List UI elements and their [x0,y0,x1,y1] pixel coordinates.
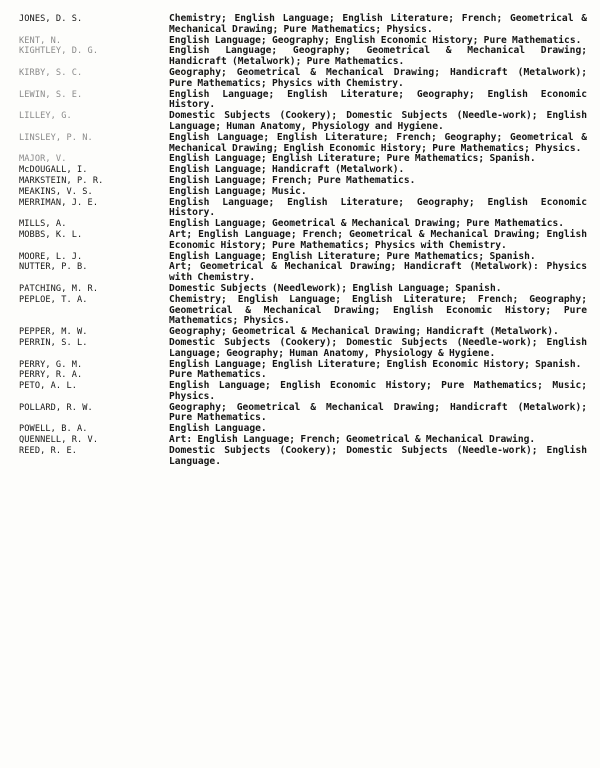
candidate-name: LILLEY, G. [19,111,72,122]
subject-list: English Language; French; Pure Mathematics. [169,174,416,186]
candidate-name: KENT, N. [19,35,62,46]
candidate-name: MARKSTEIN, P. R. [19,175,104,186]
candidate-name: MOORE, L. J. [19,251,83,262]
candidate-name: MILLS, A. [19,219,67,230]
subject-list: English Language; English Literature; Geography; English Economic History. [169,88,587,111]
subject-list: English Language; Geography; English Economic History; Pure Mathematics. [169,34,582,46]
candidate-name: PETO, A. L. [19,381,78,392]
subject-list: Domestic Subjects (Needlework); English Language; Spanish. [169,282,502,294]
list-item [19,46,587,68]
list-item [19,360,587,371]
subject-list: Geography; Geometrical & Mechanical Drawing; Handicraft (Metalwork); Pure Mathematics. [169,401,587,424]
list-item [19,446,587,468]
candidate-name: PEPLOE, T. A. [19,294,88,305]
subject-list: English Language; English Literature; Pure Mathematics; Spanish. [169,250,536,262]
subject-list: English Language; Handicraft (Metalwork). [169,164,405,176]
candidate-name: MEAKINS, V. S. [19,186,93,197]
subject-list: English Language; Music. [169,185,307,197]
subject-list: Domestic Subjects (Cookery); Domestic Subjects (Needle-work); English Language. [169,444,587,467]
list-item [19,262,587,284]
subject-list: Pure Mathematics. [169,369,267,381]
candidate-name: MOBBS, K. L. [19,229,83,240]
list-item [19,133,587,155]
candidate-name: POWELL, B. A. [19,424,88,435]
candidate-name: POLLARD, R. W. [19,402,93,413]
subject-list: English Language; English Economic History; Pure Mathematics; Music; Physics. [169,380,587,402]
candidate-name: MAJOR, V. [19,154,67,165]
candidate-name: PERRIN, S. L. [19,337,88,348]
list-item [19,14,587,36]
subject-list: Chemistry; English Language; English Literature; French; Geography; Geometrical & Mechanical Drawing; English Economic History; Pure Mathematics; Physics. [169,293,587,327]
candidate-name: QUENNELL, R. V. [19,435,99,446]
list-item [19,338,587,360]
candidate-name: LINSLEY, P. N. [19,132,93,143]
subject-list: Domestic Subjects (Cookery); Domestic Subjects (Needle-work); English Language; Human Anatomy, Physiology and Hygiene. [169,110,587,132]
candidate-name: NUTTER, P. B. [19,262,88,273]
subject-list: Art: English Language; French; Geometrical & Mechanical Drawing. [169,434,536,446]
subject-list: Chemistry; English Language; English Literature; French; Geometrical & Mechanical Drawing; Pure Mathematics; Physics. [169,13,587,35]
subject-list: English Language. [169,423,267,435]
subject-list: Domestic Subjects (Cookery); Domestic Subjects (Needle-work); English Language; Geography; Human Anatomy, Physiology & Hygiene. [169,336,587,359]
list-item [19,295,587,327]
subject-list: English Language; Geography; Geometrical & Mechanical Drawing; Handicraft (Metalwork); Pure Mathematics. [169,45,587,68]
candidate-name: PATCHING, M. R. [19,283,99,294]
candidate-name: JONES, D. S. [19,14,83,24]
candidate-list [19,14,587,467]
list-item [19,230,587,252]
subject-list: English Language; Geometrical & Mechanical Drawing; Pure Mathematics. [169,218,565,230]
subject-list: English Language; English Literature; Pure Mathematics; Spanish. [169,153,536,165]
subject-list: Geography; Geometrical & Mechanical Drawing; Handicraft (Metalwork). [169,326,559,338]
list-item [19,68,587,90]
list-item [19,381,587,403]
candidate-name: REED, R. E. [19,445,78,456]
subject-list: Art; Geometrical & Mechanical Drawing; Handicraft (Metalwork): Physics with Chemistry. [169,261,587,284]
list-item [19,111,587,133]
candidate-name: LEWIN, S. E. [19,89,83,100]
subject-list: English Language; English Literature; English Economic History; Spanish. [169,358,582,370]
candidate-name: PERRY, R. A. [19,370,83,381]
subject-list: English Language; English Literature; French; Geography; Geometrical & Mechanical Drawing; English Economic History; Pure Mathematics; Physics. [169,131,587,154]
list-item [19,198,587,220]
candidate-name: MERRIMAN, J. E. [19,197,99,208]
list-item [19,403,587,425]
candidate-name: PERRY, G. M. [19,359,83,370]
candidate-name: McDOUGALL, I. [19,165,88,176]
subject-list: Art; English Language; French; Geometrical & Mechanical Drawing; English Economic History; Pure Mathematics; Physics with Chemistry. [169,228,587,251]
candidate-name: PEPPER, M. W. [19,327,88,338]
list-item [19,187,587,198]
subject-list: English Language; English Literature; Geography; English Economic History. [169,196,587,219]
list-item [19,90,587,112]
subject-list: Geography; Geometrical & Mechanical Drawing; Handicraft (Metalwork); Pure Mathematics; Physics with Chemistry. [169,66,587,89]
candidate-name: KIGHTLEY, D. G. [19,46,99,57]
candidate-name: KIRBY, S. C. [19,67,83,78]
